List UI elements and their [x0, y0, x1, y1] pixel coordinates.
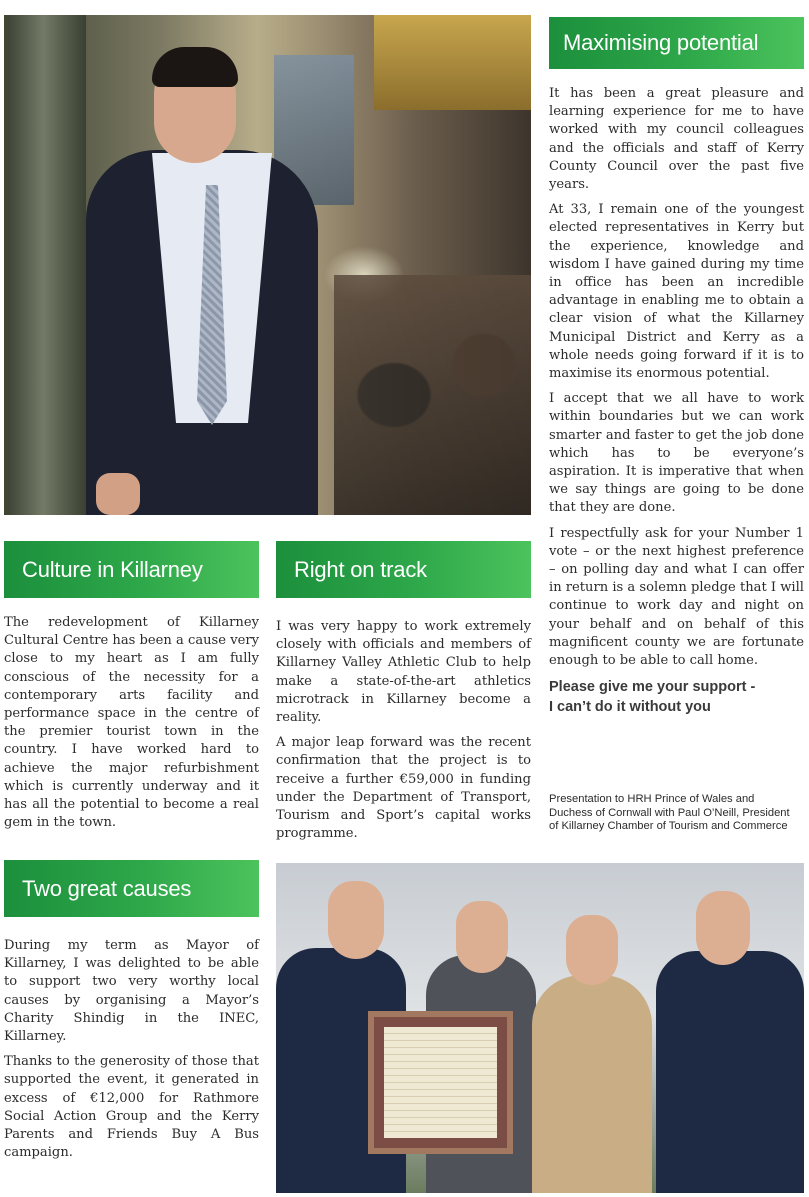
photo-caption: Presentation to HRH Prince of Wales and Duchess of Cornwall with Paul O’Neill, President of Killarney Chamber of Tourism and Commerce	[549, 793, 790, 833]
track-paragraph: A major leap forward was the recent confirmation that the project is to receive a further €59,000 in funding under the Department of Transport, Tourism and Sport’s capital works programme.	[276, 735, 531, 842]
causes-title: Two great causes	[22, 875, 192, 901]
blurred-crowd	[334, 275, 531, 515]
culture-banner	[4, 541, 259, 598]
track-title: Right on track	[294, 556, 427, 582]
person-centre-face	[456, 901, 508, 973]
hand	[96, 473, 140, 515]
causes-paragraph: During my term as Mayor of Killarney, I was delighted to be able to support two very worthy local causes by organising a Mayor’s Charity Shindig in the INEC, Killarney.	[4, 938, 259, 1045]
person-right-face	[696, 891, 750, 965]
causes-banner	[4, 860, 259, 917]
causes-body	[4, 937, 259, 1169]
maximising-banner	[549, 17, 804, 69]
track-paragraph: I was very happy to work extremely closely with officials and members of Killarney Valley Athletic Club to help make a state-of-the-art athletics microtrack in Killarney become a reality.	[276, 619, 531, 726]
person-left-face	[328, 881, 384, 959]
person-woman-face	[566, 915, 618, 985]
hair	[152, 47, 238, 87]
maximising-paragraph: At 33, I remain one of the youngest elected representatives in Kerry but the experience, knowledge and wisdom I have gained during my time in office has been an incredible advantage in enabling me to obtain a clear vision of what the Killarney Municipal District and Kerry as a whole needs going forward if it is to maximise its enormous potential.	[549, 202, 804, 382]
support-appeal-line1: Please give me your support -	[549, 679, 756, 696]
group-photo	[276, 863, 804, 1193]
track-banner	[276, 541, 531, 598]
maximising-body	[549, 85, 804, 717]
maximising-paragraph: It has been a great pleasure and learning experience for me to have worked with my council colleagues and the officials and staff of Kerry County Council over the past five years.	[549, 86, 804, 193]
causes-paragraph: Thanks to the generosity of those that supported the event, it generated in excess of €12,000 for Rathmore Social Action Group and the Kerry Parents and Friends Buy A Bus campaign.	[4, 1054, 259, 1161]
person-woman-coat	[532, 975, 652, 1193]
maximising-title: Maximising potential	[563, 30, 759, 55]
person-right-suit	[656, 951, 804, 1193]
culture-body	[4, 614, 259, 839]
maximising-paragraph: I respectfully ask for your Number 1 vote – or the next highest preference – on polling day and what I can offer in return is a solemn pledge that I will continue to work day and night on your behalf and on behalf of this magnificent county we are fortunate enough to be able to call home.	[549, 525, 804, 669]
support-appeal-line2: I can’t do it without you	[549, 699, 711, 716]
track-body	[276, 618, 531, 850]
shop-sign	[374, 15, 531, 110]
framed-certificate	[368, 1011, 513, 1154]
culture-paragraph: The redevelopment of Killarney Cultural Centre has been a cause very close to my heart as I am fully conscious of the necessity for a contemporary arts facility and performance space in the centre of the premier tourist town in the country. I have worked hard to achieve the major refurbishment which is currently underway and it has all the potential to become a real gem in the town.	[4, 615, 259, 831]
lamp-pole	[8, 15, 86, 515]
maximising-paragraph: I accept that we all have to work within boundaries but we can work smarter and faster to get the job done which has to be everyone’s aspiration. It is imperative that when we say things are going to be done that they are done.	[549, 391, 804, 516]
culture-title: Culture in Killarney	[22, 556, 203, 582]
portrait-photo	[4, 15, 531, 515]
certificate-paper	[384, 1027, 497, 1138]
